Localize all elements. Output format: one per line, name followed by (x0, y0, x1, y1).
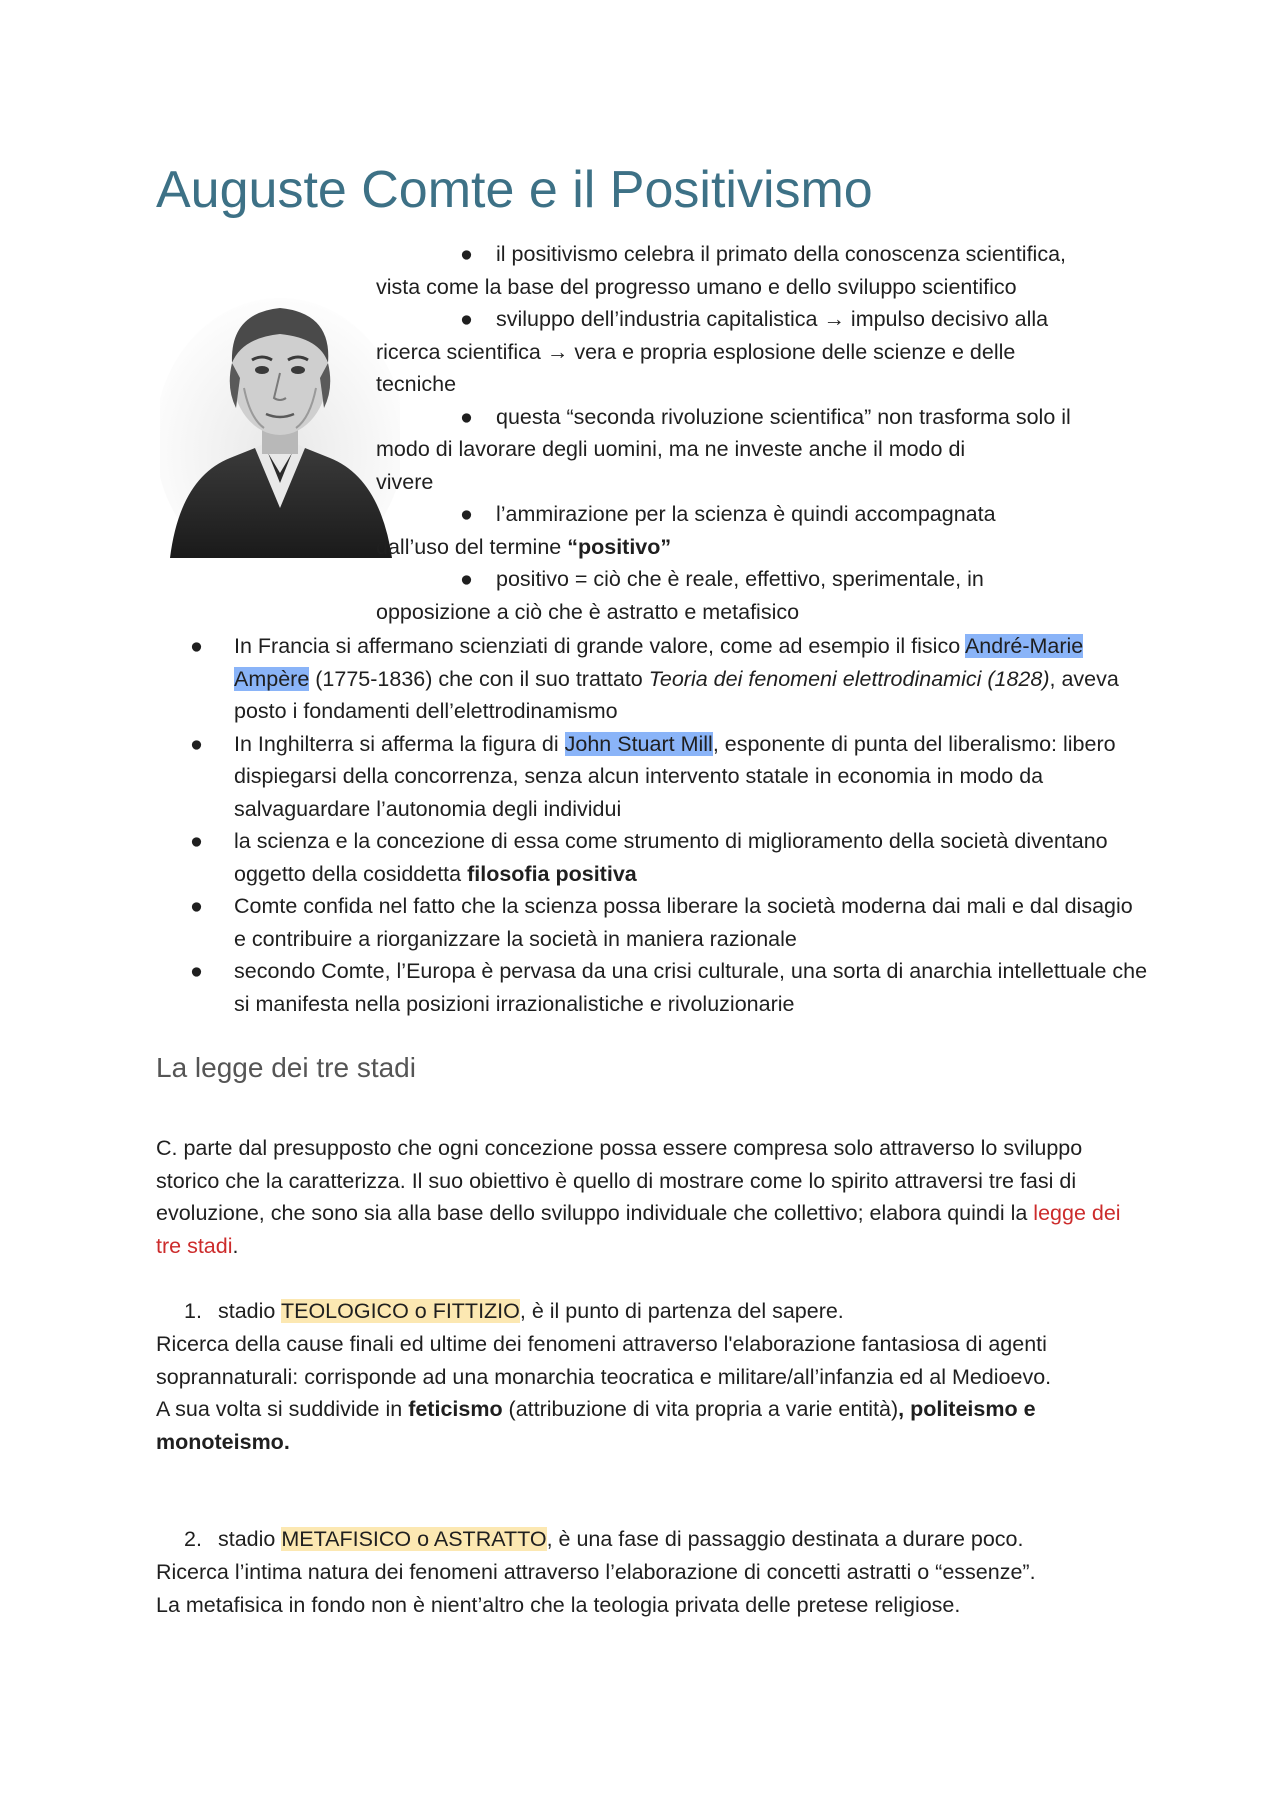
bullet-icon: ● (190, 731, 203, 756)
bullet-icon: ● (460, 404, 473, 429)
highlight-name: John Stuart Mill (564, 731, 713, 756)
highlight-stage: METAFISICO o ASTRATTO (281, 1527, 547, 1551)
stage-2-description: Ricerca l’intima natura dei fenomeni attraverso l’elaborazione di concetti astratti o “essenze”. La metafisica in fondo non è nient’altro che la teologia privata delle pretese religiose. (156, 1560, 1036, 1617)
portrait-image (160, 268, 400, 558)
stage-1-description: Ricerca della cause finali ed ultime dei fenomeni attraverso l'elaborazione fantasiosa di agenti soprannaturali: corrisponde ad una monarchia teocratica e militare/all’infanzia ed al Medioevo. A sua volta si suddivide in feticismo (attribuzione di vita propria a varie entità), politeismo e monoteismo. (156, 1332, 1052, 1454)
list-item: ● l’ammirazione per la scienza è quindi accompagnata dall’uso del termine “positivo” (418, 498, 1138, 563)
stage-1-heading: 1. stadio TEOLOGICO o FITTIZIO, è il punto di partenza del sapere. (184, 1299, 844, 1323)
list-item: ● Comte confida nel fatto che la scienza possa liberare la società moderna dai mali e dal disagio e contribuire a riorganizzare la società in maniera razionale (190, 890, 1150, 955)
bullet-icon: ● (460, 502, 473, 526)
list-item: ● questa “seconda rivoluzione scientifica” non trasforma solo il modo di lavorare degli uomini, ma ne investe anche il modo di vivere (418, 401, 1138, 499)
bullet-icon: ● (190, 894, 203, 918)
red-link-text: legge dei tre stadi (156, 1201, 1121, 1258)
list-item: ● positivo = ciò che è reale, effettivo, sperimentale, in opposizione a ciò che è astratto e metafisico (418, 563, 1138, 628)
highlight-stage: TEOLOGICO o FITTIZIO (280, 1299, 520, 1323)
list-item: ● In Inghilterra si afferma la figura di John Stuart Mill, esponente di punta del liberalismo: libero dispiegarsi della concorrenza, senza alcun intervento statale in economia in modo da salvaguardare l’autonomia degli individui (190, 728, 1150, 826)
bullet-icon: ● (460, 567, 473, 591)
intro-paragraph: C. parte dal presupposto che ogni concezione possa essere compresa solo attraverso lo sviluppo storico che la caratterizza. Il suo obiettivo è quello di mostrare come lo spirito attraversi tre fasi di evoluzione, che sono sia alla base dello sviluppo individuale che collettivo; elabora quindi la legge dei tre stadi. (156, 1136, 1121, 1258)
bullet-icon: ● (190, 829, 203, 853)
page-title: Auguste Comte e il Positivismo (156, 161, 873, 219)
list-item: ● sviluppo dell’industria capitalistica → impulso decisivo alla ricerca scientifica → vera e propria esplosione delle scienze e delle tecniche (418, 303, 1138, 401)
intro-bullet-list (376, 238, 1138, 628)
bullet-icon: ● (190, 959, 203, 983)
highlight-name: André-Marie Ampère (234, 634, 1084, 691)
bullet-icon: ● (460, 307, 473, 331)
bullet-icon: ● (460, 242, 473, 266)
stage-2-heading: 2. stadio METAFISICO o ASTRATTO, è una fase di passaggio destinata a durare poco. (184, 1527, 1024, 1551)
list-item: ● la scienza e la concezione di essa come strumento di miglioramento della società diventano oggetto della cosiddetta filosofia positiva (190, 825, 1150, 890)
list-item: ● In Francia si affermano scienziati di grande valore, come ad esempio il fisico André-Marie Ampère (1775-1836) che con il suo trattato Teoria dei fenomeni elettrodinamici (1828), aveva posto i fondamenti dell’elettrodinamismo (190, 630, 1150, 728)
section-heading: La legge dei tre stadi (156, 1052, 416, 1083)
bullet-icon: ● (190, 634, 203, 658)
list-item: ● il positivismo celebra il primato della conoscenza scientifica, vista come la base del progresso umano e dello sviluppo scientifico (418, 238, 1138, 303)
main-bullet-list (190, 630, 1150, 1020)
list-item: ● secondo Comte, l’Europa è pervasa da una crisi culturale, una sorta di anarchia intellettuale che si manifesta nella posizioni irrazionalistiche e rivoluzionarie (190, 955, 1150, 1020)
